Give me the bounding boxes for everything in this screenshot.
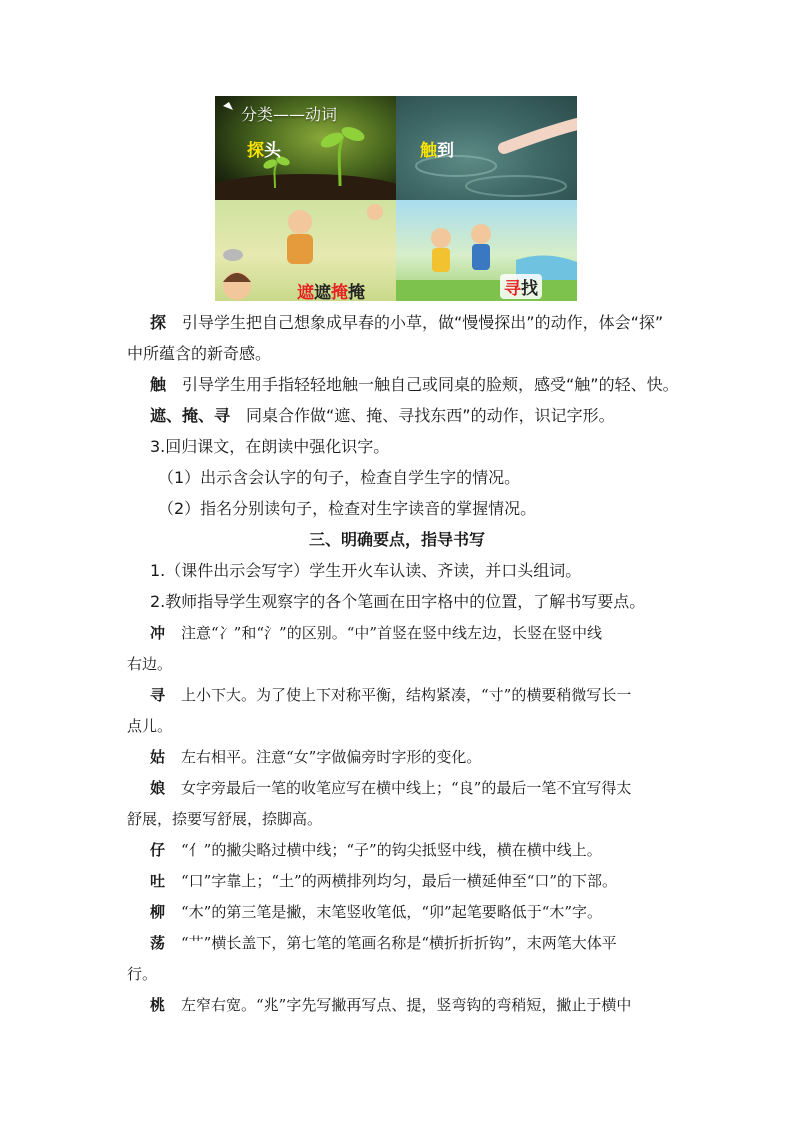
- char-note-tao: 桃 左窄右宽。“兆”字先写撇再写点、提，竖弯钩的弯稍短，撇止于横中: [150, 996, 632, 1014]
- char-note-liu: 柳 “木”的第三笔是撇，末笔竖收笔低，“卯”起笔要略低于“木”字。: [150, 903, 603, 921]
- bird-icon: [223, 102, 233, 110]
- paragraph-tan-cont: 中所蕴含的新奇感。: [127, 344, 272, 363]
- writing-step-2: 2.教师指导学生观察字的各个笔画在田字格中的位置，了解书写要点。: [150, 592, 646, 611]
- char-note-niang: 娘 女字旁最后一笔的收笔应写在横中线上；“良”的最后一笔不宜写得太: [150, 779, 632, 797]
- keyword: 探: [150, 313, 167, 332]
- step-3-2: （2）指名分别读句子，检查对生字读音的掌握情况。: [158, 499, 537, 518]
- char-note-xun-cont: 点儿。: [127, 717, 173, 735]
- char-note-gu: 姑 左右相平。注意“女”字做偏旁时字形的变化。: [150, 748, 482, 766]
- word-tan-tou: 探头: [247, 141, 281, 161]
- paragraph-zhe-yan-xun: 遮、掩、寻 同桌合作做“遮、掩、寻找东西”的动作，识记字形。: [150, 406, 615, 425]
- two-kids-searching-illustration: [396, 200, 577, 301]
- section-heading: 三、明确要点，指导书写: [308, 530, 485, 549]
- char-note-chong-cont: 右边。: [127, 655, 173, 673]
- step-3: 3.回归课文，在朗读中强化识字。: [150, 437, 390, 456]
- writing-step-1: 1.（课件出示会写字）学生开火车认读、齐读，并口头组词。: [150, 561, 582, 580]
- step-3-1: （1）出示含会认字的句子，检查自学生字的情况。: [158, 468, 521, 487]
- paragraph-tan: 探 引导学生把自己想象成早春的小草，做“慢慢探出”的动作，体会“探”: [150, 313, 664, 332]
- keyword: 遮、掩、寻: [150, 406, 231, 425]
- char-note-zai: 仔 “亻”的撇尖略过横中线；“子”的钩尖抵竖中线，横在横中线上。: [150, 841, 602, 859]
- char-note-xun: 寻 上小下大。为了使上下对称平衡，结构紧凑，“寸”的横要稍微写长一: [150, 686, 632, 704]
- verb-category-collage: [215, 96, 577, 301]
- paragraph-chu: 触 引导学生用手指轻轻地触一触自己或同桌的脸颊，感受“触”的轻、快。: [150, 375, 679, 394]
- char-note-niang-cont: 舒展，捺要写舒展，捺脚高。: [127, 810, 323, 828]
- hide-and-seek-illustration: [215, 200, 396, 301]
- word-xun-zhao: 寻找: [500, 274, 542, 299]
- char-note-tu: 吐 “口”字靠上；“土”的两横排列均匀，最后一横延伸至“口”的下部。: [150, 872, 618, 890]
- keyword: 触: [150, 375, 167, 394]
- water-photo: [396, 96, 577, 200]
- char-note-dang-cont: 行。: [127, 965, 158, 983]
- word-chu-dao: 触到: [420, 141, 454, 161]
- sprout-photo: [215, 96, 396, 200]
- char-note-chong: 冲 注意“冫”和“氵”的区别。“中”首竖在竖中线左边，长竖在竖中线: [150, 624, 603, 642]
- collage-title: 分类——动词: [241, 105, 338, 124]
- word-zhe-yan: 遮遮掩掩: [297, 283, 365, 301]
- searching-illustration: [396, 200, 577, 301]
- char-note-dang: 荡 “艹”横长盖下，第七笔的笔画名称是“横折折折钩”，末两笔大体平: [150, 934, 617, 952]
